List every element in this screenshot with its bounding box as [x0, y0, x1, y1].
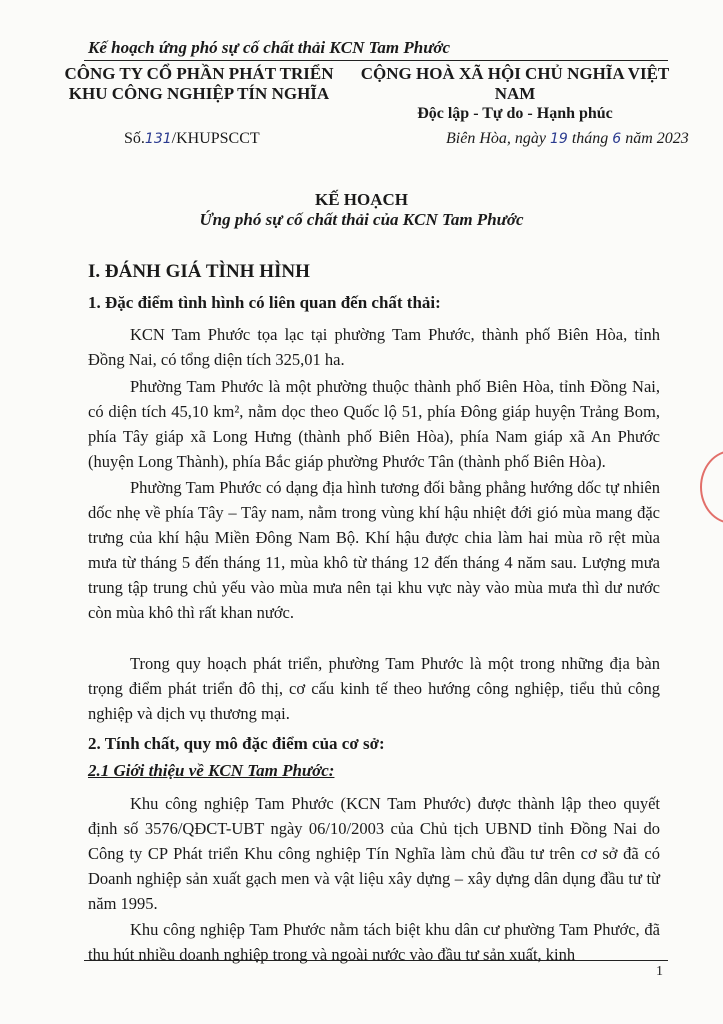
page-number: 1	[656, 964, 663, 979]
document-subtitle: Ứng phó sự cố chất thải của KCN Tam Phước	[199, 210, 524, 229]
nation-line-1: CỘNG HOÀ XÃ HỘI CHỦ NGHĨA VIỆT NAM	[360, 64, 670, 103]
header-rule	[84, 60, 668, 61]
national-motto	[340, 64, 690, 124]
nation-line-2: Độc lập - Tự do - Hạnh phúc	[417, 105, 613, 122]
doc-number-prefix: Số.	[124, 130, 145, 147]
subsection-heading: 2. Tính chất, quy mô đặc điểm của cơ sở:	[88, 734, 385, 753]
footer-rule	[84, 960, 668, 961]
paragraph: Phường Tam Phước có dạng địa hình tương đối bằng phẳng hướng dốc tự nhiên dốc nhẹ về phía Tây – Tây nam, nằm trong vùng khí hậu nhiệt đới gió mùa mang đặc trưng của khí hậu Miền Đông Nam Bộ. Khí hậu được chia làm hai mùa rõ rệt mùa mưa từ tháng 5 đến tháng 11, mùa khô từ tháng 12 đến tháng 4 năm sau. Lượng mưa trung tập trung chủ yếu vào mùa mưa nên tại khu vực này vào mùa mưa thì dư nước còn mùa khô thì rất khan nước.	[88, 477, 660, 622]
document-title: KẾ HOẠCH	[314, 190, 409, 209]
paragraph: Khu công nghiệp Tam Phước (KCN Tam Phước) được thành lập theo quyết định số 3576/QĐCT-UBT ngày 06/10/2003 của Chủ tịch UBND tỉnh Đồng Nai do Công ty CP Phát triển Khu công nghiệp Tín Nghĩa làm chủ đầu tư trên cơ sở đã có Doanh nghiệp sản xuất gạch men và vật liệu xây dựng – xây dựng dân dụng đầu tư từ năm 1995.	[88, 793, 660, 913]
date-suffix: năm 2023	[625, 130, 689, 147]
date-month: 6	[612, 131, 622, 147]
paragraph: Phường Tam Phước là một phường thuộc thành phố Biên Hòa, tỉnh Đồng Nai, có diện tích 45,10 km², nằm dọc theo Quốc lộ 51, phía Đông giáp huyện Trảng Bom, phía Tây giáp xã Long Hưng (thành phố Biên Hòa), phía Nam giáp xã An Phước (huyện Long Thành), phía Bắc giáp phường Phước Tân (thành phố Biên Hòa).	[88, 376, 660, 471]
date-prefix: Biên Hòa, ngày	[446, 130, 546, 147]
doc-number-handwritten: 131	[144, 131, 172, 147]
paragraph: KCN Tam Phước tọa lạc tại phường Tam Phước, thành phố Biên Hòa, tỉnh Đồng Nai, có tổng diện tích 325,01 ha.	[88, 324, 660, 369]
company-line-1: CÔNG TY CỔ PHẦN PHÁT TRIỂN	[64, 64, 334, 83]
paragraph: Trong quy hoạch phát triển, phường Tam Phước là một trong những địa bàn trọng điểm phát triển đô thị, cơ cấu kinh tế theo hướng công nghiệp, tiểu thủ công nghiệp và dịch vụ thương mại.	[88, 653, 660, 723]
running-header: Kế hoạch ứng phó sự cố chất thải KCN Tam Phước	[88, 38, 451, 57]
document-number	[124, 130, 260, 148]
date-middle: tháng	[571, 130, 609, 147]
company-name	[64, 64, 334, 104]
document-date	[446, 130, 689, 148]
section-heading: I. ĐÁNH GIÁ TÌNH HÌNH	[88, 261, 310, 282]
doc-number-suffix: /KHUPSCCT	[171, 130, 260, 147]
red-stamp-edge	[700, 450, 723, 524]
subsection-heading: 1. Đặc điểm tình hình có liên quan đến chất thải:	[88, 293, 441, 312]
company-line-2: KHU CÔNG NGHIỆP TÍN NGHĨA	[68, 84, 330, 103]
date-day: 19	[549, 131, 568, 147]
sub-subsection-heading: 2.1 Giới thiệu về KCN Tam Phước:	[88, 761, 335, 780]
paragraph: Khu công nghiệp Tam Phước nằm tách biệt khu dân cư phường Tam Phước, đã thu hút nhiều doanh nghiệp trong và ngoài nước vào đầu tư sản xuất, kinh	[88, 919, 660, 964]
